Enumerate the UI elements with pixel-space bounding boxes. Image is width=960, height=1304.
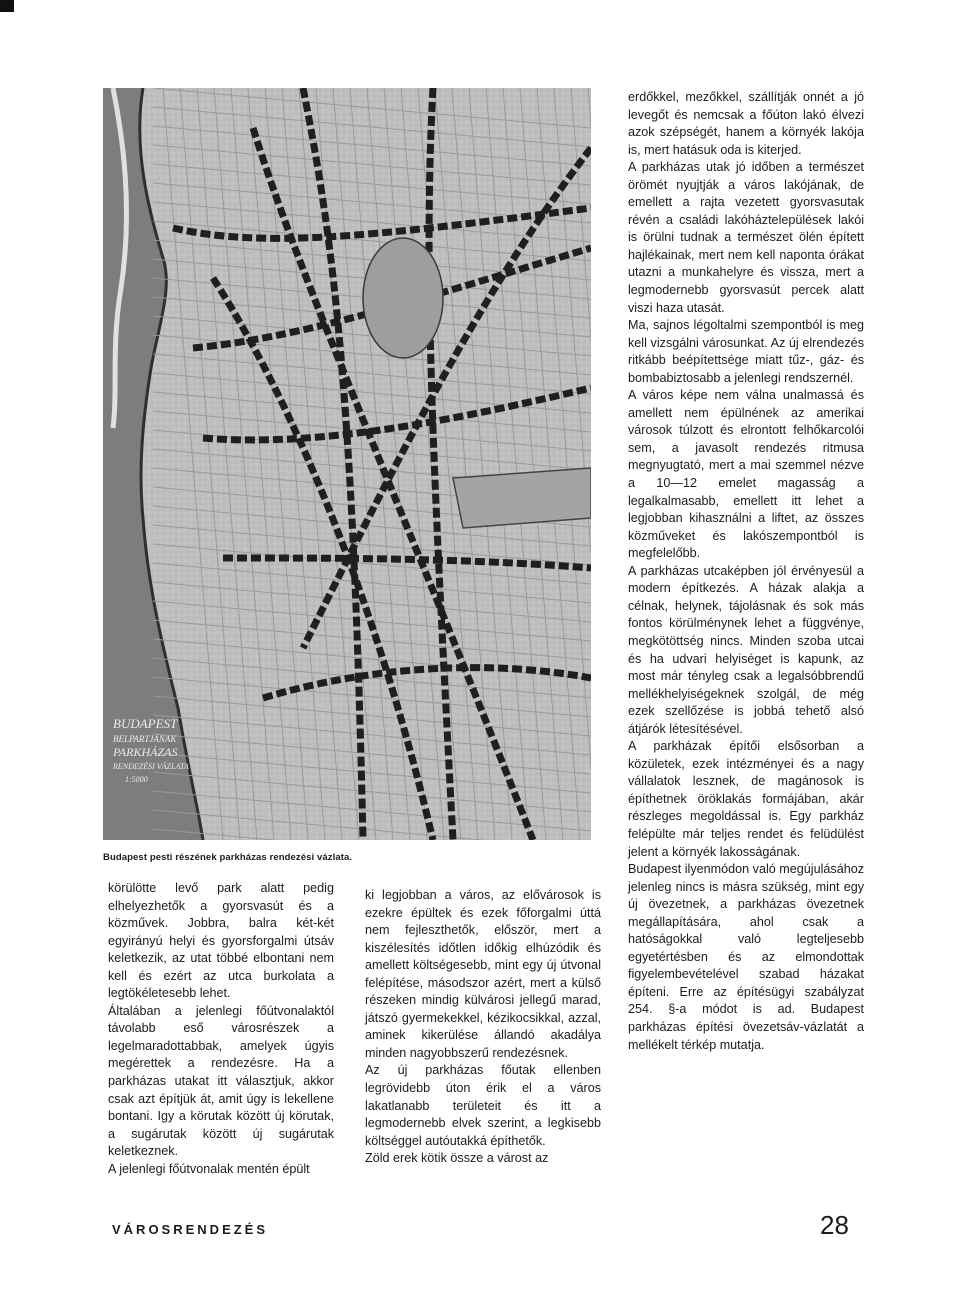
text-column-3 [628, 89, 864, 1054]
paragraph: Ma, sajnos légoltalmi szempontból is meg kell vizsgálni városunkat. Az új elrendezés ritkább beépítettsége miatt tűz-, gáz- és bombabiztosabb a jelenlegi rendszernél. [628, 318, 864, 385]
map-label-2: BELPARTJÁNAK [113, 734, 177, 744]
paragraph: ki legjobban a város, az elővárosok is ezekre épültek és ezek főforgalmi úttá nem fejleszthetők, először, mert a kiszélesítés időtlen időkig elhúzódik és amellett költségesebb, mint egy új útvonal felépítése, másodszor azért, mert a külső részeken mindig külvárosi jellegű marad, játszó gyermekekkel, kézikocsikkal, azzal, aminek kikerülése állandó akadálya minden nagyobbszerű rendezésnek. [365, 888, 601, 1060]
paragraph: Zöld erek kötik össze a várost az [365, 1151, 549, 1166]
section-footer: VÁROSRENDEZÉS [112, 1222, 269, 1237]
paragraph: A parkházak építői elsősorban a közületek, ezek intézményei és a nagy vállalatok lesznek, de magánosok is építhetnek öröklakás formájában, akár részleges megoldással is. Egy parkház felépülte már teljes rendet és felüdülést jelent a környék lakosságának. [628, 739, 864, 859]
map-drawing [103, 88, 591, 840]
scan-corner-mark [0, 0, 14, 12]
city-park [363, 238, 443, 358]
paragraph: A parkházas utak jó időben a természet örömét nyujtják a város lakójának, de emellett a rajta vezetett gyorsvasutak révén a családi lakóháztelepülések lakói is örülni tudnak a természet ölén épített hajlékainak, mert nem kell naponta órákat utazni a munkahelyre és vissza, mert a legmodernebb gyorsvasút percek alatt viszi haza utasát. [628, 160, 864, 315]
text-column-1 [108, 880, 334, 1178]
paragraph: erdőkkel, mezőkkel, szállítják onnét a jó levegőt és nemcsak a főúton lakó élvezi azok szépségét, hanem a környék lakója is, mert hatásuk oda is kiterjed. [628, 90, 864, 157]
paragraph: A parkházas utcaképben jól érvényesül a modern építkezés. A házak alakja a célnak, helynek, tájolásnak és sok más fontos körülménynek lehet a függvénye, megkötöttség nincs. Minden szoba utcai és ha udvari helyiséget is kapunk, az most már tényleg csak a legalsóbbrendű mellékhelyiségeknek szolgál, de még ezek szellőzése is jobbá tehető alsó átjárók létesítésével. [628, 563, 864, 736]
map-label-1: BUDAPEST [113, 716, 178, 731]
paragraph: Budapest ilyenmódon való megújulásához jelenleg nincs is másra szükség, mint egy új övezetnek, a parkházas övezetnek megállapítására, ahol csak a hatóságokkal való legteljesebb egyetértésben és az elmondottak figyelembevételével szabad házakat építeni. Erre az építésügyi szabályzat 254. §-a módot is ad. Budapest parkházas építési övezetsáv-vázlatát a mellékelt térkép mutatja. [628, 862, 864, 1052]
map-label-4: RENDEZÉSI VÁZLATA [113, 762, 189, 771]
paragraph: A város képe nem válna unalmassá és amellett nem épülnének az amerikai városok túlzott és elrontott felhőkarcolói sem, a javasolt rendezés ritmusa megnyugtató, mert a mai szemmel nézve a 10—12 emelet magasság a legalkalmasabb, emellett itt lehet a legjobban kihasználni a liftet, az összes közműveket és lakószempontból is megfelelőbb. [628, 388, 864, 561]
paragraph: A jelenlegi főútvonalak mentén épült [108, 1161, 310, 1176]
paragraph: körülötte levő park alatt pedig elhelyezhetők a gyorsvasút és a közművek. Jobbra, balra két-két egyirányú helyi és gyorsforgalmi útsáv keletkezik, az utat többé elbontani nem kell és ezért az utca burkolata a legtökéletesebb lehet. [108, 881, 334, 1001]
page-number: 28 [820, 1210, 849, 1240]
city-plan-map [103, 88, 591, 840]
map-label-5: 1:5000 [125, 775, 148, 784]
text-column-2 [365, 887, 601, 1168]
map-label-3: PARKHÁZAS [113, 745, 178, 759]
paragraph: Általában a jelenlegi főútvonalaktól távolabb eső városrészek a legelmaradottabbak, amelyek úgyis megérettek a rendezésre. Ha a parkházas utakat itt választjuk, akkor csak azt építjük át, amit úgy is lekellene bontani. Igy a körutak között új körutak, a sugárutak között új sugárutak keletkeznek. [108, 1003, 334, 1159]
figure-caption: Budapest pesti részének parkházas rendezési vázlata. [103, 852, 353, 863]
paragraph: Az új parkházas főutak ellenben legrövidebb úton érik el a város lakatlanabb területeit és itt a legmodernebb elvek szerint, a legkisebb költséggel autóutakká építhetők. [365, 1063, 601, 1148]
railway-station-area [453, 468, 591, 528]
